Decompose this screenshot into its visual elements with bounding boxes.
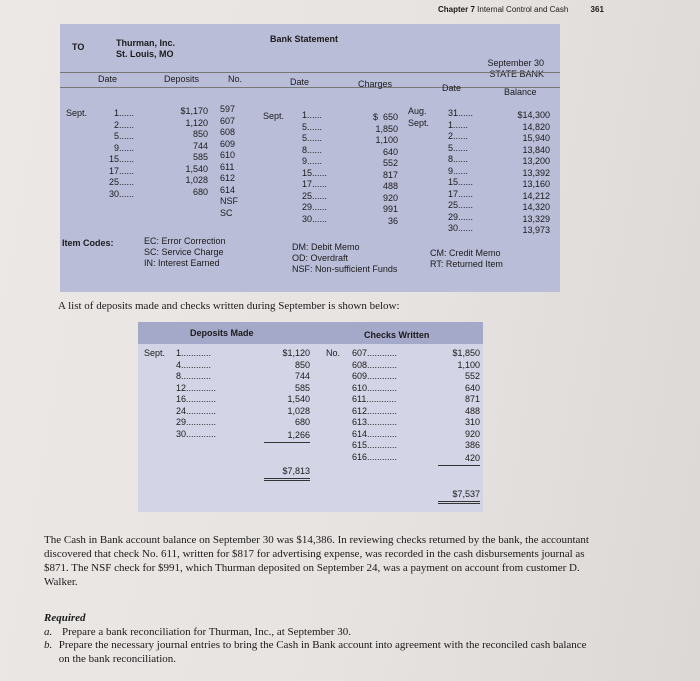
- item-codes-label: Item Codes:: [62, 238, 114, 248]
- register-deposit-days: 1............ 4............ 8............ 12............ 16............ 24............ 29............ 30............: [176, 348, 217, 439]
- page-header: [438, 5, 604, 14]
- item-codes-col1: EC: Error Correction SC: Service Charge IN: Interest Earned: [144, 236, 226, 268]
- deposits-checks-table: [138, 322, 483, 512]
- item-codes-col3: CM: Credit Memo RT: Returned Item: [430, 248, 503, 269]
- register-deposit-amounts: $1,120 850 744 585 1,540 1,028 680: [282, 348, 310, 427]
- table-body: [138, 344, 483, 512]
- register-check-numbers: 607............ 608............ 609............ 610............ 611............ 612............ 613............ 614............ 615............ 616............: [352, 348, 398, 462]
- requirement-b-text: Prepare the necessary journal entries to bring the Cash in Bank account into agreement with the reconciled cash balance on the bank reconciliation.: [58, 639, 587, 665]
- customer-city: St. Louis, MO: [116, 49, 174, 59]
- register-check-amounts: $1,850 1,100 552 640 871 488 310 920 386: [452, 348, 480, 450]
- checks-written-title: Checks Written: [364, 330, 430, 340]
- header-date-charges: Date: [290, 77, 310, 87]
- deposit-amounts: $1,170 1,120 850 744 585 1,540 1,028 680: [180, 106, 208, 197]
- charges-days: 1...... 5...... 5...... 8...... 9...... 15...... 17...... 25...... 29...... 30......: [302, 110, 328, 224]
- statement-header-row: [60, 72, 560, 97]
- register-deposit-last: 1,266: [264, 430, 310, 443]
- deposit-month: Sept.: [66, 108, 88, 118]
- check-no-label: No.: [326, 348, 341, 358]
- table-header: [138, 322, 483, 344]
- requirement-b: [44, 639, 589, 666]
- header-deposits: Deposits: [164, 74, 200, 84]
- problem-paragraph: The Cash in Bank account balance on September 30 was $14,386. In reviewing checks returned by the bank, the accountant discovered that check No. 611, written for $817 for advertising expense, was recorded in the cash disbursements journal as $871. The NSF check for $991, which Thurman deposited on September 24, was a payment on account from customer D. Walker.: [44, 534, 589, 588]
- chapter-label: Chapter 7: [438, 5, 475, 14]
- deposit-days: 1...... 2...... 5...... 9...... 15...... 17...... 25...... 30......: [108, 108, 134, 199]
- requirement-a: [44, 626, 589, 640]
- check-numbers: 597 607 608 609 610 611 612 614 NSF SC: [220, 104, 238, 218]
- intro-text: A list of deposits made and checks written during September is shown below:: [58, 300, 400, 312]
- page-number: 361: [590, 5, 604, 14]
- header-balance: Balance: [504, 87, 537, 97]
- register-check-last: 420: [438, 453, 480, 466]
- header-date-deposits: Date: [98, 74, 118, 84]
- statement-date: September 30: [487, 58, 544, 68]
- required-title: Required: [44, 612, 86, 624]
- balance-days: 31...... 1...... 2...... 5...... 8...... 9...... 15...... 17...... 25...... 29...... 30......: [448, 108, 474, 233]
- register-check-total: $7,537: [438, 489, 480, 504]
- header-charges: Charges: [358, 79, 393, 89]
- register-month: Sept.: [144, 348, 166, 358]
- item-codes-col2: DM: Debit Memo OD: Overdraft NSF: Non-sufficient Funds: [292, 242, 398, 274]
- bank-statement: [60, 24, 560, 292]
- requirement-b-letter: b.: [44, 639, 53, 651]
- charges-amounts: $ 650 1,850 1,100 640 552 817 488 920 991 36: [372, 112, 398, 226]
- balance-amounts: $14,300 14,820 15,940 13,840 13,200 13,392 13,160 14,212 14,320 13,329 13,973: [517, 110, 550, 235]
- required-section: [44, 612, 589, 666]
- register-deposit-total: $7,813: [264, 466, 310, 481]
- to-label: TO: [72, 42, 85, 52]
- header-date-balance: Date: [442, 83, 462, 93]
- header-no: No.: [228, 74, 243, 84]
- requirement-a-text: Prepare a bank reconciliation for Thurman, Inc., at September 30.: [62, 625, 352, 638]
- bank-name: STATE BANK: [489, 69, 544, 79]
- customer-name: Thurman, Inc.: [116, 38, 176, 48]
- balance-months: Aug. Sept.: [408, 106, 430, 128]
- chapter-title: Internal Control and Cash: [477, 5, 569, 14]
- charges-month: Sept.: [263, 111, 285, 121]
- requirement-a-letter: a.: [44, 625, 53, 638]
- statement-title: Bank Statement: [270, 34, 339, 44]
- deposits-made-title: Deposits Made: [190, 328, 254, 338]
